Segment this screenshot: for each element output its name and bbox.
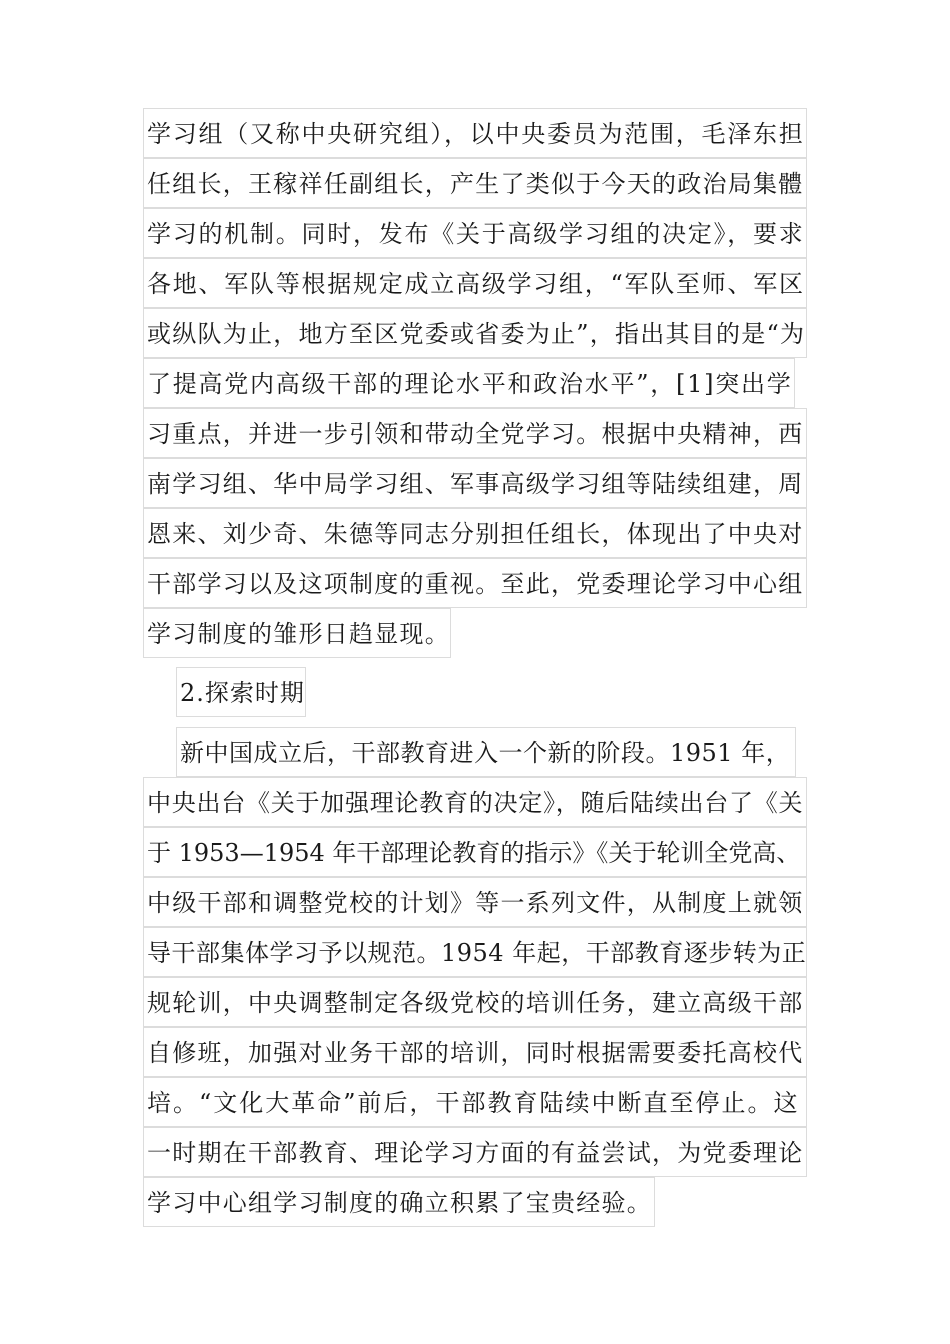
text-line: 于 1953—1954 年干部理论教育的指示》《关于轮训全党高、 [143,827,807,877]
text-line: 中央出台《关于加强理论教育的决定》，随后陆续出台了《关 [143,777,807,827]
text-line: 自修班，加强对业务干部的培训，同时根据需要委托高校代 [143,1027,807,1077]
text-line: 新中国成立后，干部教育进入一个新的阶段。1951 年， [176,727,796,777]
section-heading: 2.探索时期 [176,667,306,717]
text-line: 恩来、刘少奇、朱德等同志分别担任组长，体现出了中央对 [143,508,807,558]
text-line: 了提高党内高级干部的理论水平和政治水平”，[1]突出学 [143,358,795,408]
text-line: 规轮训，中央调整制定各级党校的培训任务，建立高级干部 [143,977,807,1027]
text-line: 学习制度的雏形日趋显现。 [143,608,451,658]
text-line: 培。“文化大革命”前后，干部教育陆续中断直至停止。这 [143,1077,807,1127]
text-line: 学习的机制。同时，发布《关于高级学习组的决定》，要求 [143,208,807,258]
text-line: 南学习组、华中局学习组、军事高级学习组等陆续组建，周 [143,458,807,508]
text-line: 习重点，并进一步引领和带动全党学习。根据中央精神，西 [143,408,807,458]
text-line: 各地、军队等根据规定成立高级学习组，“军队至师、军区 [143,258,807,308]
text-line: 或纵队为止，地方至区党委或省委为止”，指出其目的是“为 [143,308,807,358]
text-line: 一时期在干部教育、理论学习方面的有益尝试，为党委理论 [143,1127,807,1177]
text-line: 导干部集体学习予以规范。1954 年起，干部教育逐步转为正 [143,927,807,977]
text-line: 任组长，王稼祥任副组长，产生了类似于今天的政治局集體 [143,158,807,208]
text-line: 中级干部和调整党校的计划》等一系列文件，从制度上就领 [143,877,807,927]
text-line: 干部学习以及这项制度的重视。至此，党委理论学习中心组 [143,558,807,608]
text-line: 学习中心组学习制度的确立积累了宝贵经验。 [143,1177,655,1227]
text-line: 学习组（又称中央研究组），以中央委员为范围，毛泽东担 [143,108,807,158]
